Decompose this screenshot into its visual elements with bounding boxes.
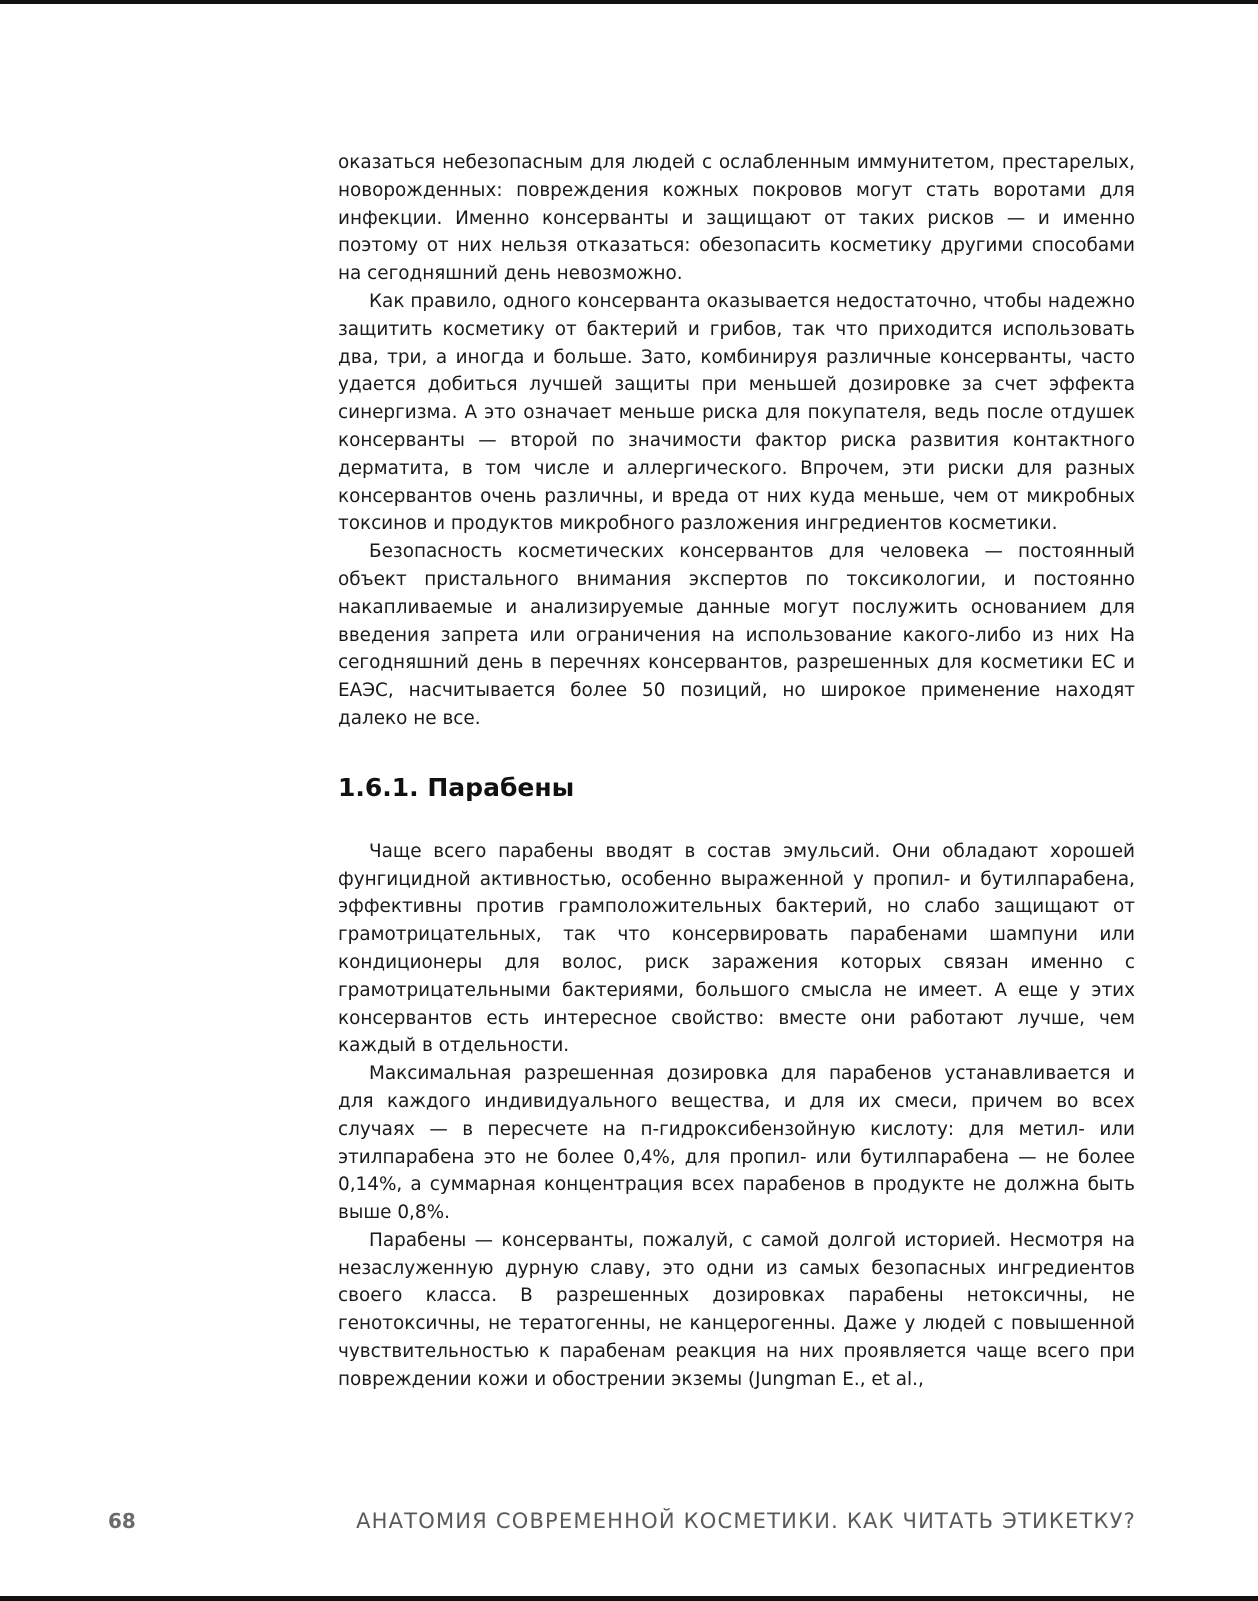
body-paragraph: Чаще всего парабены вводят в состав эмульсий. Они обладают хорошей фунгицидной активностью, особенно выраженной у пропил- и бутилпарабена, эффективны против грамположительных бактерий, но слабо защищают от грамотрицательных, так что консервировать парабенами шампуни или кондиционеры для волос, риск заражения которых связан именно с грамотрицательными бактериями, большого смысла не имеет. А еще у этих консервантов есть интересное свойство: вместе они работают лучше, чем каждый в отдельности. (338, 840, 1135, 1057)
body-paragraph: Безопасность косметических консервантов для человека — постоянный объект пристального внимания экспертов по токсикологии, и постоянно накапливаемые и анализируемые данные могут послужить основанием для введения запрета или ограничения на использование какого-либо из них На сегодняшний день в перечнях консервантов, разрешенных для косметики ЕС и ЕАЭС, насчитывается более 50 позиций, но широкое применение находят далеко не все. (338, 541, 1135, 729)
page-footer (0, 1506, 1258, 1536)
page-number: 68 (108, 1509, 136, 1533)
page-body (338, 149, 1135, 1394)
body-paragraph: Максимальная разрешенная дозировка для парабенов устанавливается и для каждого индивидуального вещества, и для их смеси, причем во всех случаях — в пересчете на п-гидроксибензойную кислоту: для метил- или этилпарабена это не более 0,4%, для пропил- или бутилпарабена — не более 0,14%, а суммарная концентрация всех парабенов в продукте не должна быть выше 0,8%. (338, 1063, 1135, 1224)
body-paragraph: Как правило, одного консерванта оказывается недостаточно, чтобы надежно защитить косметику от бактерий и грибов, так что приходится использовать два, три, а иногда и больше. Зато, комбинируя различные консерванты, часто удается добиться лучшей защиты при меньшей дозировке за счет эффекта синергизма. А это означает меньше риска для покупателя, ведь после отдушек консерванты — второй по значимости фактор риска развития контактного дерматита, в том числе и аллергического. Впрочем, эти риски для разных консервантов очень различны, и вреда от них куда меньше, чем от микробных токсинов и продуктов микробного разложения ингредиентов косметики. (338, 290, 1135, 535)
running-title: АНАТОМИЯ СОВРЕМЕННОЙ КОСМЕТИКИ. КАК ЧИТАТЬ ЭТИКЕТКУ? (356, 1509, 1136, 1533)
page-top-border (0, 0, 1258, 4)
page-bottom-border (0, 1596, 1258, 1601)
section-heading: 1.6.1. Парабены (338, 772, 575, 802)
body-paragraph: Парабены — консерванты, пожалуй, с самой долгой историей. Несмотря на незаслуженную дурную славу, это одни из самых безопасных ингредиентов своего класса. В разрешенных дозировках парабены нетоксичны, не генотоксичны, не тератогенны, не канцерогенны. Даже у людей с повышенной чувствительностью к парабенам реакция на них проявляется чаще всего при повреждении кожи и обострении экземы (Jungman E., et al., (338, 1229, 1135, 1390)
body-paragraph: оказаться небезопасным для людей с ослабленным иммунитетом, престарелых, новорожденных: повреждения кожных покровов могут стать воротами для инфекции. Именно консерванты и защищают от таких рисков — и именно поэтому от них нельзя отказаться: обезопасить косметику другими способами на сегодняшний день невозможно. (338, 152, 1135, 285)
